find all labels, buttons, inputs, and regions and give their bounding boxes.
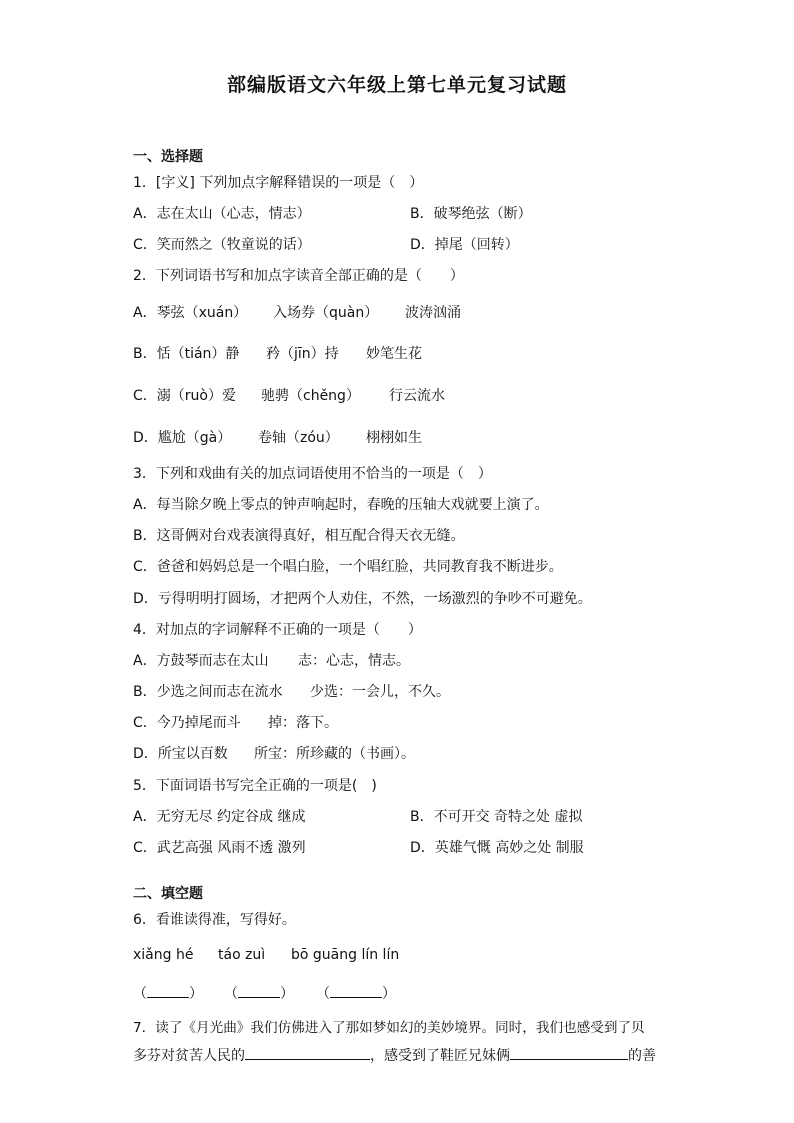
q6-answer-blank-1[interactable]: （ ） [133, 983, 203, 1003]
q6-pinyin-3: bō guāng lín lín [291, 947, 400, 963]
q2-d-word2: 卷轴（zóu） [258, 430, 339, 446]
q5-option-d: D．英雄气慨 高妙之处 制服 [410, 840, 584, 856]
q2-c-word3: 行云流水 [389, 388, 445, 404]
q3-option-a: A．每当除夕晚上零点的钟声响起时，春晚的压轴大戏就要上演了。 [133, 497, 549, 513]
q4-d-gloss: 所宝：所珍藏的（书画）。 [254, 746, 415, 762]
answer-line [238, 983, 280, 998]
q2-c-word2: 驰骋（chěng） [261, 388, 360, 404]
q4-option-b [133, 681, 450, 701]
q3-option-c: C．爸爸和妈妈总是一个唱白脸，一个唱红脸，共同教育我不断进步。 [133, 559, 563, 575]
q2-b-word2: 矜（jīn）持 [266, 346, 339, 362]
page-title: 部编版语文六年级上第七单元复习试题 [226, 74, 567, 96]
q7-blank-2[interactable] [510, 1045, 628, 1060]
q6-pinyin-2: táo zuì [218, 947, 266, 963]
q2-option-b [133, 343, 422, 363]
q5-option-c: C．武艺高强 风雨不透 激列 [133, 840, 306, 856]
q7-text-b: ，感受到了鞋匠兄妹俩 [370, 1048, 510, 1064]
q3-option-b: B．这哥俩对台戏表演得真好，相互配合得天衣无缝。 [133, 528, 465, 544]
q4-stem: 4．对加点的字词解释不正确的一项是（ ） [133, 622, 422, 638]
q6-pinyin-1: xiǎng hé [133, 947, 194, 963]
q2-option-a [133, 302, 461, 322]
q2-a-word3: 波涛汹涌 [405, 305, 461, 321]
q1-option-d: D．掉尾（回转） [410, 237, 519, 253]
q7-blank-1[interactable] [245, 1045, 370, 1060]
q4-b-text: B．少选之间而志在流水 [133, 684, 283, 700]
q2-stem: 2．下列词语书写和加点字读音全部正确的是（ ） [133, 268, 464, 284]
q4-option-d [133, 743, 415, 763]
q7-line-2 [133, 1045, 656, 1065]
section-heading-choice: 一、选择题 [133, 149, 203, 165]
q2-c-word1: C．溺（ruò）爱 [133, 388, 236, 404]
section-heading-fill: 二、填空题 [133, 886, 203, 902]
q6-answer-blank-3[interactable]: （ ） [316, 983, 396, 1003]
q5-stem: 5．下面词语书写完全正确的一项是( ) [133, 778, 377, 794]
q1-stem: 1．[字义] 下列加点字解释错误的一项是（ ） [133, 175, 424, 191]
q7-text-a: 多芬对贫苦人民的 [133, 1048, 245, 1064]
q1-option-a: A．志在太山（心志，情志） [133, 206, 311, 222]
q2-b-word3: 妙笔生花 [366, 346, 422, 362]
q4-c-text: C．今乃掉尾而斗 [133, 715, 241, 731]
q4-c-gloss: 掉：落下。 [268, 715, 338, 731]
answer-line [147, 983, 189, 998]
q1-option-c: C．笑而然之（牧童说的话） [133, 237, 311, 253]
q7-text-c: 的善 [628, 1048, 656, 1064]
q2-a-word1: A．琴弦（xuán） [133, 305, 248, 321]
q6-answer-blank-2[interactable]: （ ） [224, 983, 294, 1003]
q4-d-text: D．所宝以百数 [133, 746, 228, 762]
q1-option-b: B．破琴绝弦（断） [410, 206, 532, 222]
q2-d-word1: D．尴尬（gà） [133, 430, 232, 446]
answer-line [330, 983, 382, 998]
q5-option-b: B．不可开交 奇特之处 虚拟 [410, 809, 583, 825]
q5-option-a: A．无穷无尽 约定谷成 继成 [133, 809, 306, 825]
q4-a-text: A．方鼓琴而志在太山 [133, 653, 269, 669]
q7-line-1: 7．读了《月光曲》我们仿佛进入了那如梦如幻的美妙境界。同时，我们也感受到了贝 [133, 1020, 645, 1036]
q2-option-c [133, 385, 445, 405]
q6-stem: 6．看谁读得准，写得好。 [133, 912, 296, 928]
q4-option-c [133, 712, 338, 732]
q2-d-word3: 栩栩如生 [366, 430, 422, 446]
q3-option-d: D．亏得明明打圆场，才把两个人劝住，不然，一场激烈的争吵不可避免。 [133, 591, 592, 607]
q3-stem: 3．下列和戏曲有关的加点词语使用不恰当的一项是（ ） [133, 466, 492, 482]
q2-a-word2: 入场券（quàn） [273, 305, 379, 321]
q4-b-gloss: 少选：一会儿，不久。 [310, 684, 450, 700]
q4-a-gloss: 志：心志，情志。 [298, 653, 410, 669]
q4-option-a [133, 650, 410, 670]
q2-b-word1: B．恬（tián）静 [133, 346, 240, 362]
q2-option-d [133, 427, 422, 447]
